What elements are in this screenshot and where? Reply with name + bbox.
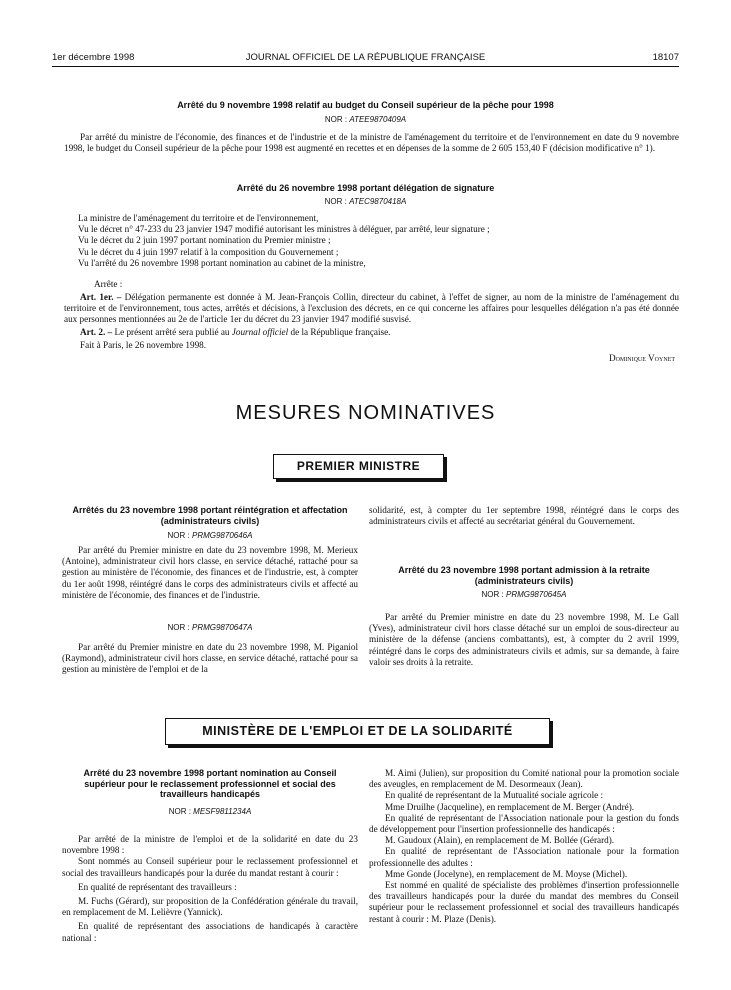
arrete2-nor: NOR : ATEC9870418A — [324, 197, 407, 206]
arrete1-body: Par arrêté du ministre de l'économie, des finances et de l'industrie et de la ministre de l'aménagement du territoire et de l'environnement en date du 9 novembre 1998, le budget du Conseil supérieur de la pêche pour 1998 est augmenté en recettes et en dépenses de la somme de 2 605 153,40 F (décision modificative n° 1). — [64, 132, 679, 154]
emploi-left-body — [62, 834, 358, 944]
arrete1-nor: NOR : ATEE9870409A — [324, 115, 407, 124]
emploi-right-paragraph: En qualité de représentant de l'Association nationale pour la gestion du fonds de développement pour l'insertion professionnelle des handicapés : — [369, 812, 679, 835]
pm-left-para1: Par arrêté du Premier ministre en date du 23 novembre 1998, M. Merieux (Antoine), administrateur civil hors classe, en service détaché, rattaché pour sa gestion au ministère de l'économie, des finances et de l'industrie, est, à compter du 1er août 1998, réintégré dans le corps des administrateurs civils et affecté au ministère de l'économie, des finances et de l'industrie. — [62, 545, 358, 600]
pm-left-nor2: NOR : PRMG9870647A — [167, 623, 253, 632]
emploi-right-paragraph: M. Gaudoux (Alain), en remplacement de M. Bollée (Gérard). — [385, 835, 615, 846]
pm-right-title: Arrêté du 23 novembre 1998 portant admission à la retraite (administrateurs civils) — [398, 565, 650, 586]
visa-line: Vu le décret du 2 juin 1997 portant nomination du Premier ministre ; — [78, 235, 331, 246]
emploi-left-paragraph: Par arrêté de la ministre de l'emploi et de la solidarité en date du 23 novembre 1998 : — [62, 834, 358, 856]
arrete2-fait: Fait à Paris, le 26 novembre 1998. — [80, 340, 207, 350]
arrete2-visas — [78, 213, 679, 269]
pm-left-title: Arrêtés du 23 novembre 1998 portant réintégration et affectation (administrateurs civils) — [72, 505, 348, 526]
visa-line: Vu le décret du 4 juin 1997 relatif à la composition du Gouvernement ; — [78, 246, 339, 257]
pm-right-para: Par arrêté du Premier ministre en date du 23 novembre 1998, M. Le Gall (Yves), administrateur civil hors classe détaché sur un emploi de sous-directeur au ministère de la défense (anciens combattants), est, à compter du 2 avril 1999, réintégré dans le corps des administrateurs civils et admis, sur sa demande, à faire valoir ses droits à la retraite. — [369, 612, 679, 667]
arrete2-arrete: Arrête : — [94, 279, 123, 289]
header-journal: JOURNAL OFFICIEL DE LA RÉPUBLIQUE FRANÇAISE — [245, 52, 486, 63]
pm-right-nor: NOR : PRMG9870645A — [481, 590, 567, 599]
section-title: MESURES NOMINATIVES — [235, 402, 496, 424]
emploi-left-nor: NOR : MESF9811234A — [168, 807, 252, 816]
header-rule — [52, 66, 679, 67]
emploi-left-title: Arrêté du 23 novembre 1998 portant nomination au Conseil supérieur pour le reclassement professionnel et social des travailleurs handicapés — [83, 768, 337, 799]
emploi-right-paragraph: Est nommé en qualité de spécialiste des problèmes d'insertion professionnelle des travailleurs handicapés pour la durée du mandat des membres du Conseil supérieur pour le reclassement professionnel et social des travailleurs handicapés restant à courir : M. Plaze (Denis). — [369, 880, 679, 924]
pm-left-nor1: NOR : PRMG9870646A — [167, 531, 253, 540]
emploi-box-title: MINISTÈRE DE L'EMPLOI ET DE LA SOLIDARITÉ — [165, 718, 550, 745]
arrete1-title: Arrêté du 9 novembre 1998 relatif au budget du Conseil supérieur de la pêche pour 1998 — [177, 100, 554, 110]
header-date: 1er décembre 1998 — [52, 52, 135, 63]
arrete2-signature: Dominique Voynet — [608, 353, 675, 363]
arrete2-title: Arrêté du 26 novembre 1998 portant délégation de signature — [236, 183, 495, 193]
visa-line: Vu l'arrêté du 26 novembre 1998 portant nomination au cabinet de la ministre, — [78, 257, 366, 268]
emploi-right-body — [369, 768, 679, 925]
emploi-left-paragraph: En qualité de représentant des associations de handicapés à caractère national : — [62, 921, 358, 943]
emploi-right-paragraph: Mme Druilhe (Jacqueline), en remplacement de M. Berger (André). — [385, 801, 635, 812]
arrete2-article1: Art. 1er. – Délégation permanente est donnée à M. Jean-François Collin, directeur du cabinet, à l'effet de signer, au nom de la ministre de l'aménagement du territoire et de l'environnement, tous actes, arrêtés et décisions, à l'exclusion des décrets, en ce qui concerne les affaires pour lesquelles délégation n'a pas été donnée aux personnes mentionnées au 2e de l'article 1er du décret du 23 janvier 1947 modifié susvisé. — [64, 292, 680, 325]
pm-right-para-cont: solidarité, est, à compter du 1er septembre 1998, réintégré dans le corps des administrateurs civils et affecté au secrétariat général du Gouvernement. — [369, 505, 679, 527]
emploi-left-paragraph: M. Fuchs (Gérard), sur proposition de la Confédération générale du travail, en remplacement de M. Lelièvre (Yannick). — [62, 896, 358, 918]
emploi-right-paragraph: En qualité de représentant de l'Association nationale pour la formation professionnelle des adultes : — [369, 846, 679, 868]
arrete2-article2: Art. 2. – Le présent arrêté sera publié au Journal officiel de la République française. — [80, 327, 391, 337]
emploi-right-paragraph: M. Aimi (Julien), sur proposition du Comité national pour la promotion sociale des aveugles, en remplacement de M. Desormeaux (Jean). — [369, 768, 679, 790]
premier-ministre-box-title: PREMIER MINISTRE — [273, 454, 444, 479]
emploi-right-paragraph: Mme Gonde (Jocelyne), en remplacement de M. Moyse (Michel). — [385, 868, 628, 879]
visa-line: La ministre de l'aménagement du territoire et de l'environnement, — [78, 213, 319, 223]
emploi-left-paragraph: Sont nommés au Conseil supérieur pour le reclassement professionnel et social des travailleurs handicapés pour la durée du mandat restant à courir : — [62, 856, 358, 878]
pm-left-para2: Par arrêté du Premier ministre en date du 23 novembre 1998, M. Piganiol (Raymond), administrateur civil hors classe, en service détaché, rattaché pour sa gestion au ministère de l'emploi et de la — [62, 642, 358, 675]
header-page-number: 18107 — [652, 52, 679, 63]
emploi-left-paragraph: En qualité de représentant des travailleurs : — [78, 881, 237, 892]
visa-line: Vu le décret n° 47-233 du 23 janvier 1947 modifié autorisant les ministres à déléguer, par arrêté, leur signature ; — [78, 224, 490, 235]
emploi-right-paragraph: En qualité de représentant de la Mutualité sociale agricole : — [385, 790, 604, 801]
